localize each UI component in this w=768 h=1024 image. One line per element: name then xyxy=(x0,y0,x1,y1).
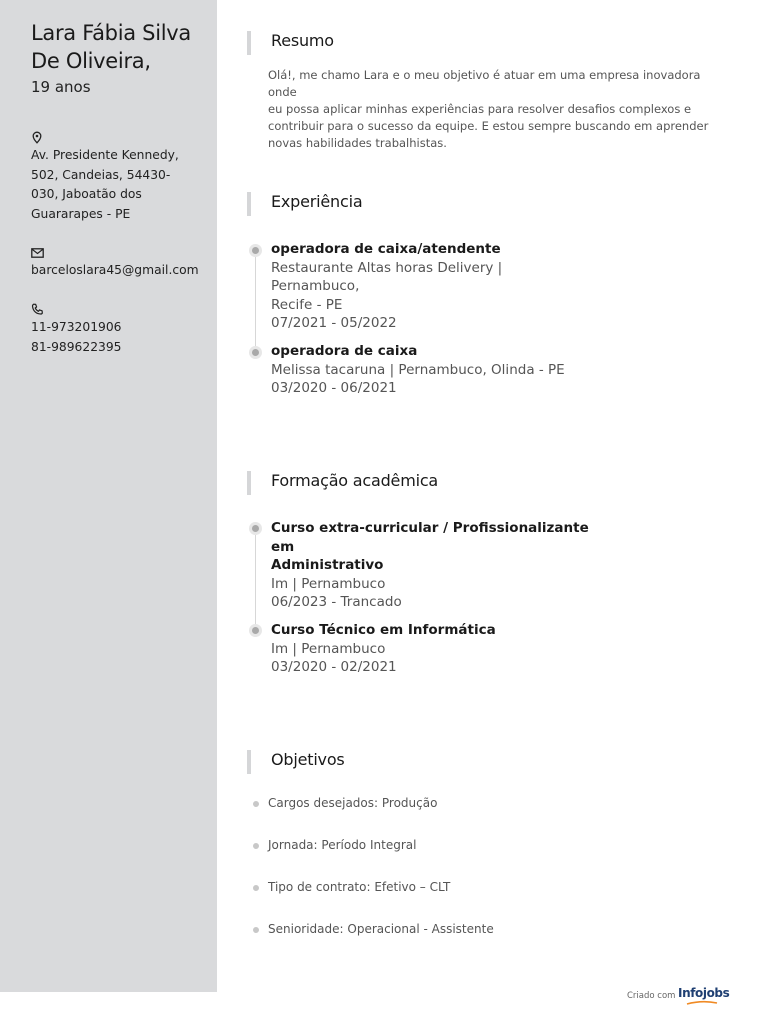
course-period: 06/2023 - Trancado xyxy=(271,594,402,610)
job-company: Restaurante Altas horas Delivery | Pernambuco, xyxy=(271,259,503,294)
education-item xyxy=(271,621,591,677)
job-company: Melissa tacaruna | Pernambuco, Olinda - PE xyxy=(271,361,565,378)
objective-item: Senioridade: Operacional - Assistente xyxy=(268,922,494,936)
course-name: Curso Técnico em Informática xyxy=(271,622,496,638)
objective-item: Jornada: Período Integral xyxy=(268,838,417,852)
email-icon xyxy=(31,248,45,262)
course-institution: Im | Pernambuco xyxy=(271,575,386,592)
address xyxy=(31,146,181,224)
created-with-label: Criado com xyxy=(627,991,676,1001)
age: 19 anos xyxy=(31,78,91,96)
job-role: operadora de caixa xyxy=(271,343,418,359)
section-marker xyxy=(247,471,251,495)
location-pin-icon xyxy=(31,131,45,145)
objectives-title: Objetivos xyxy=(271,750,345,769)
summary-title: Resumo xyxy=(271,31,334,50)
objective-item: Cargos desejados: Produção xyxy=(268,796,438,810)
section-marker xyxy=(247,192,251,216)
phone-number: 11-973201906 xyxy=(31,320,122,334)
summary-line: Olá!, me chamo Lara e o meu objetivo é atuar em uma empresa inovadora onde xyxy=(268,68,701,99)
objective-item: Tipo de contrato: Efetivo – CLT xyxy=(268,880,451,894)
education-title: Formação acadêmica xyxy=(271,471,439,490)
name-line-1: Lara Fábia Silva xyxy=(31,21,191,45)
address-line: Guararapes - PE xyxy=(31,206,131,221)
course-institution: Im | Pernambuco xyxy=(271,640,386,657)
timeline-line xyxy=(255,257,256,353)
address-line: 502, Candeias, 54430- xyxy=(31,167,171,182)
section-marker xyxy=(247,31,251,55)
name-line-2: De Oliveira, xyxy=(31,49,151,73)
section-marker xyxy=(247,750,251,774)
logo-swoosh-icon xyxy=(686,1000,718,1006)
education-item xyxy=(271,519,591,612)
summary-line: eu possa aplicar minhas experiências para resolver desafios complexos e xyxy=(268,102,692,116)
experience-item xyxy=(271,240,591,333)
objective-bullet xyxy=(253,801,259,807)
job-period: 03/2020 - 06/2021 xyxy=(271,380,397,396)
sidebar xyxy=(0,0,217,992)
experience-item xyxy=(271,342,591,398)
timeline-dot xyxy=(249,522,262,535)
summary-text xyxy=(268,67,720,152)
job-role: operadora de caixa/atendente xyxy=(271,241,501,257)
course-name: Curso extra-curricular / Profissionalizante em xyxy=(271,520,589,555)
summary-line: contribuir para o sucesso da equipe. E estou sempre buscando em aprender xyxy=(268,119,709,133)
timeline-dot xyxy=(249,346,262,359)
address-line: Av. Presidente Kennedy, xyxy=(31,148,179,162)
objective-bullet xyxy=(253,843,259,849)
address-line: 030, Jaboatão dos xyxy=(31,187,142,201)
timeline-dot xyxy=(249,244,262,257)
summary-line: novas habilidades trabalhistas. xyxy=(268,136,447,150)
phone-icon xyxy=(31,303,45,317)
phone-number: 81-989622395 xyxy=(31,339,122,354)
course-name: Administrativo xyxy=(271,557,384,573)
full-name xyxy=(31,19,211,75)
job-period: 07/2021 - 05/2022 xyxy=(271,315,397,331)
objective-bullet xyxy=(253,927,259,933)
phone-numbers xyxy=(31,318,181,357)
infojobs-logo: Infojobs xyxy=(678,986,730,1000)
email-address[interactable]: barceloslara45@gmail.com xyxy=(31,263,199,277)
course-period: 03/2020 - 02/2021 xyxy=(271,659,397,675)
job-company: Recife - PE xyxy=(271,296,343,313)
experience-title: Experiência xyxy=(271,192,363,211)
timeline-dot xyxy=(249,624,262,637)
timeline-line xyxy=(255,535,256,631)
objective-bullet xyxy=(253,885,259,891)
